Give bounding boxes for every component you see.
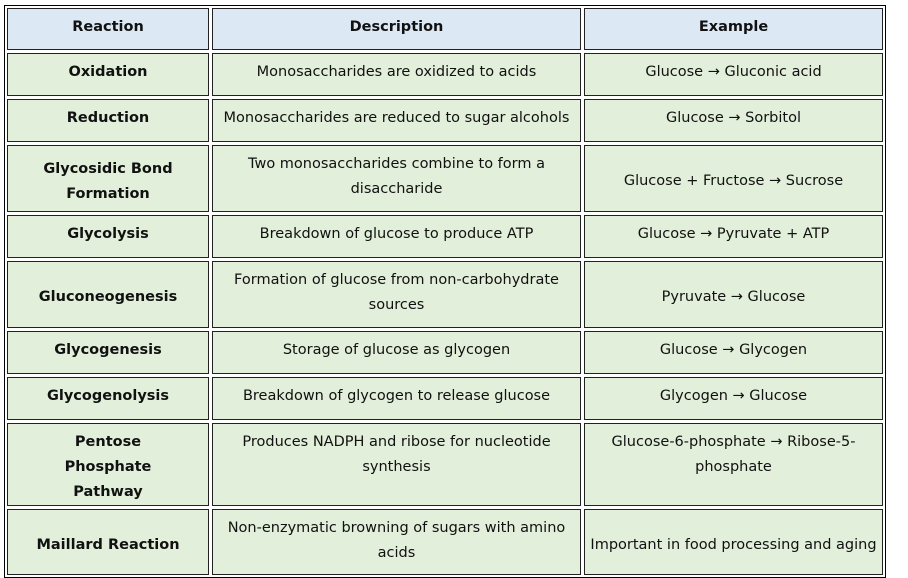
- description-cell: Storage of glucose as glycogen: [212, 331, 581, 374]
- reactions-table: [4, 5, 886, 578]
- header-description: Description: [212, 8, 581, 50]
- description-cell: Produces NADPH and ribose for nucleotide synthesis: [212, 423, 581, 506]
- table-row: [7, 261, 883, 328]
- reactions-table-frame: [4, 5, 886, 578]
- example-cell: Glycogen → Glucose: [584, 377, 883, 420]
- table-row: [7, 423, 883, 506]
- description-cell: Breakdown of glycogen to release glucose: [212, 377, 581, 420]
- table-row: [7, 509, 883, 575]
- reaction-cell: Glycogenolysis: [7, 377, 209, 420]
- example-cell: Glucose → Sorbitol: [584, 99, 883, 142]
- reaction-cell: Gluconeogenesis: [7, 261, 209, 328]
- example-cell: Glucose-6-phosphate → Ribose-5-phosphate: [584, 423, 883, 506]
- table-row: [7, 377, 883, 420]
- reaction-cell: Oxidation: [7, 53, 209, 96]
- reaction-cell: Reduction: [7, 99, 209, 142]
- table-row: [7, 331, 883, 374]
- description-cell: Monosaccharides are oxidized to acids: [212, 53, 581, 96]
- reaction-cell: Glycosidic Bond Formation: [7, 145, 209, 212]
- example-cell: Glucose → Pyruvate + ATP: [584, 215, 883, 258]
- description-cell: Two monosaccharides combine to form a disaccharide: [212, 145, 581, 212]
- reaction-cell: Glycolysis: [7, 215, 209, 258]
- reaction-cell: Maillard Reaction: [7, 509, 209, 575]
- example-cell: Glucose + Fructose → Sucrose: [584, 145, 883, 212]
- header-example: Example: [584, 8, 883, 50]
- example-cell: Glucose → Gluconic acid: [584, 53, 883, 96]
- table-row: [7, 215, 883, 258]
- table-row: [7, 53, 883, 96]
- header-row: [7, 8, 883, 50]
- header-reaction: Reaction: [7, 8, 209, 50]
- reaction-cell: Pentose Phosphate Pathway: [7, 423, 209, 506]
- reaction-cell: Glycogenesis: [7, 331, 209, 374]
- table-row: [7, 99, 883, 142]
- example-cell: Important in food processing and aging: [584, 509, 883, 575]
- description-cell: Breakdown of glucose to produce ATP: [212, 215, 581, 258]
- example-cell: Pyruvate → Glucose: [584, 261, 883, 328]
- table-row: [7, 145, 883, 212]
- description-cell: Formation of glucose from non-carbohydrate sources: [212, 261, 581, 328]
- description-cell: Monosaccharides are reduced to sugar alcohols: [212, 99, 581, 142]
- description-cell: Non-enzymatic browning of sugars with amino acids: [212, 509, 581, 575]
- example-cell: Glucose → Glycogen: [584, 331, 883, 374]
